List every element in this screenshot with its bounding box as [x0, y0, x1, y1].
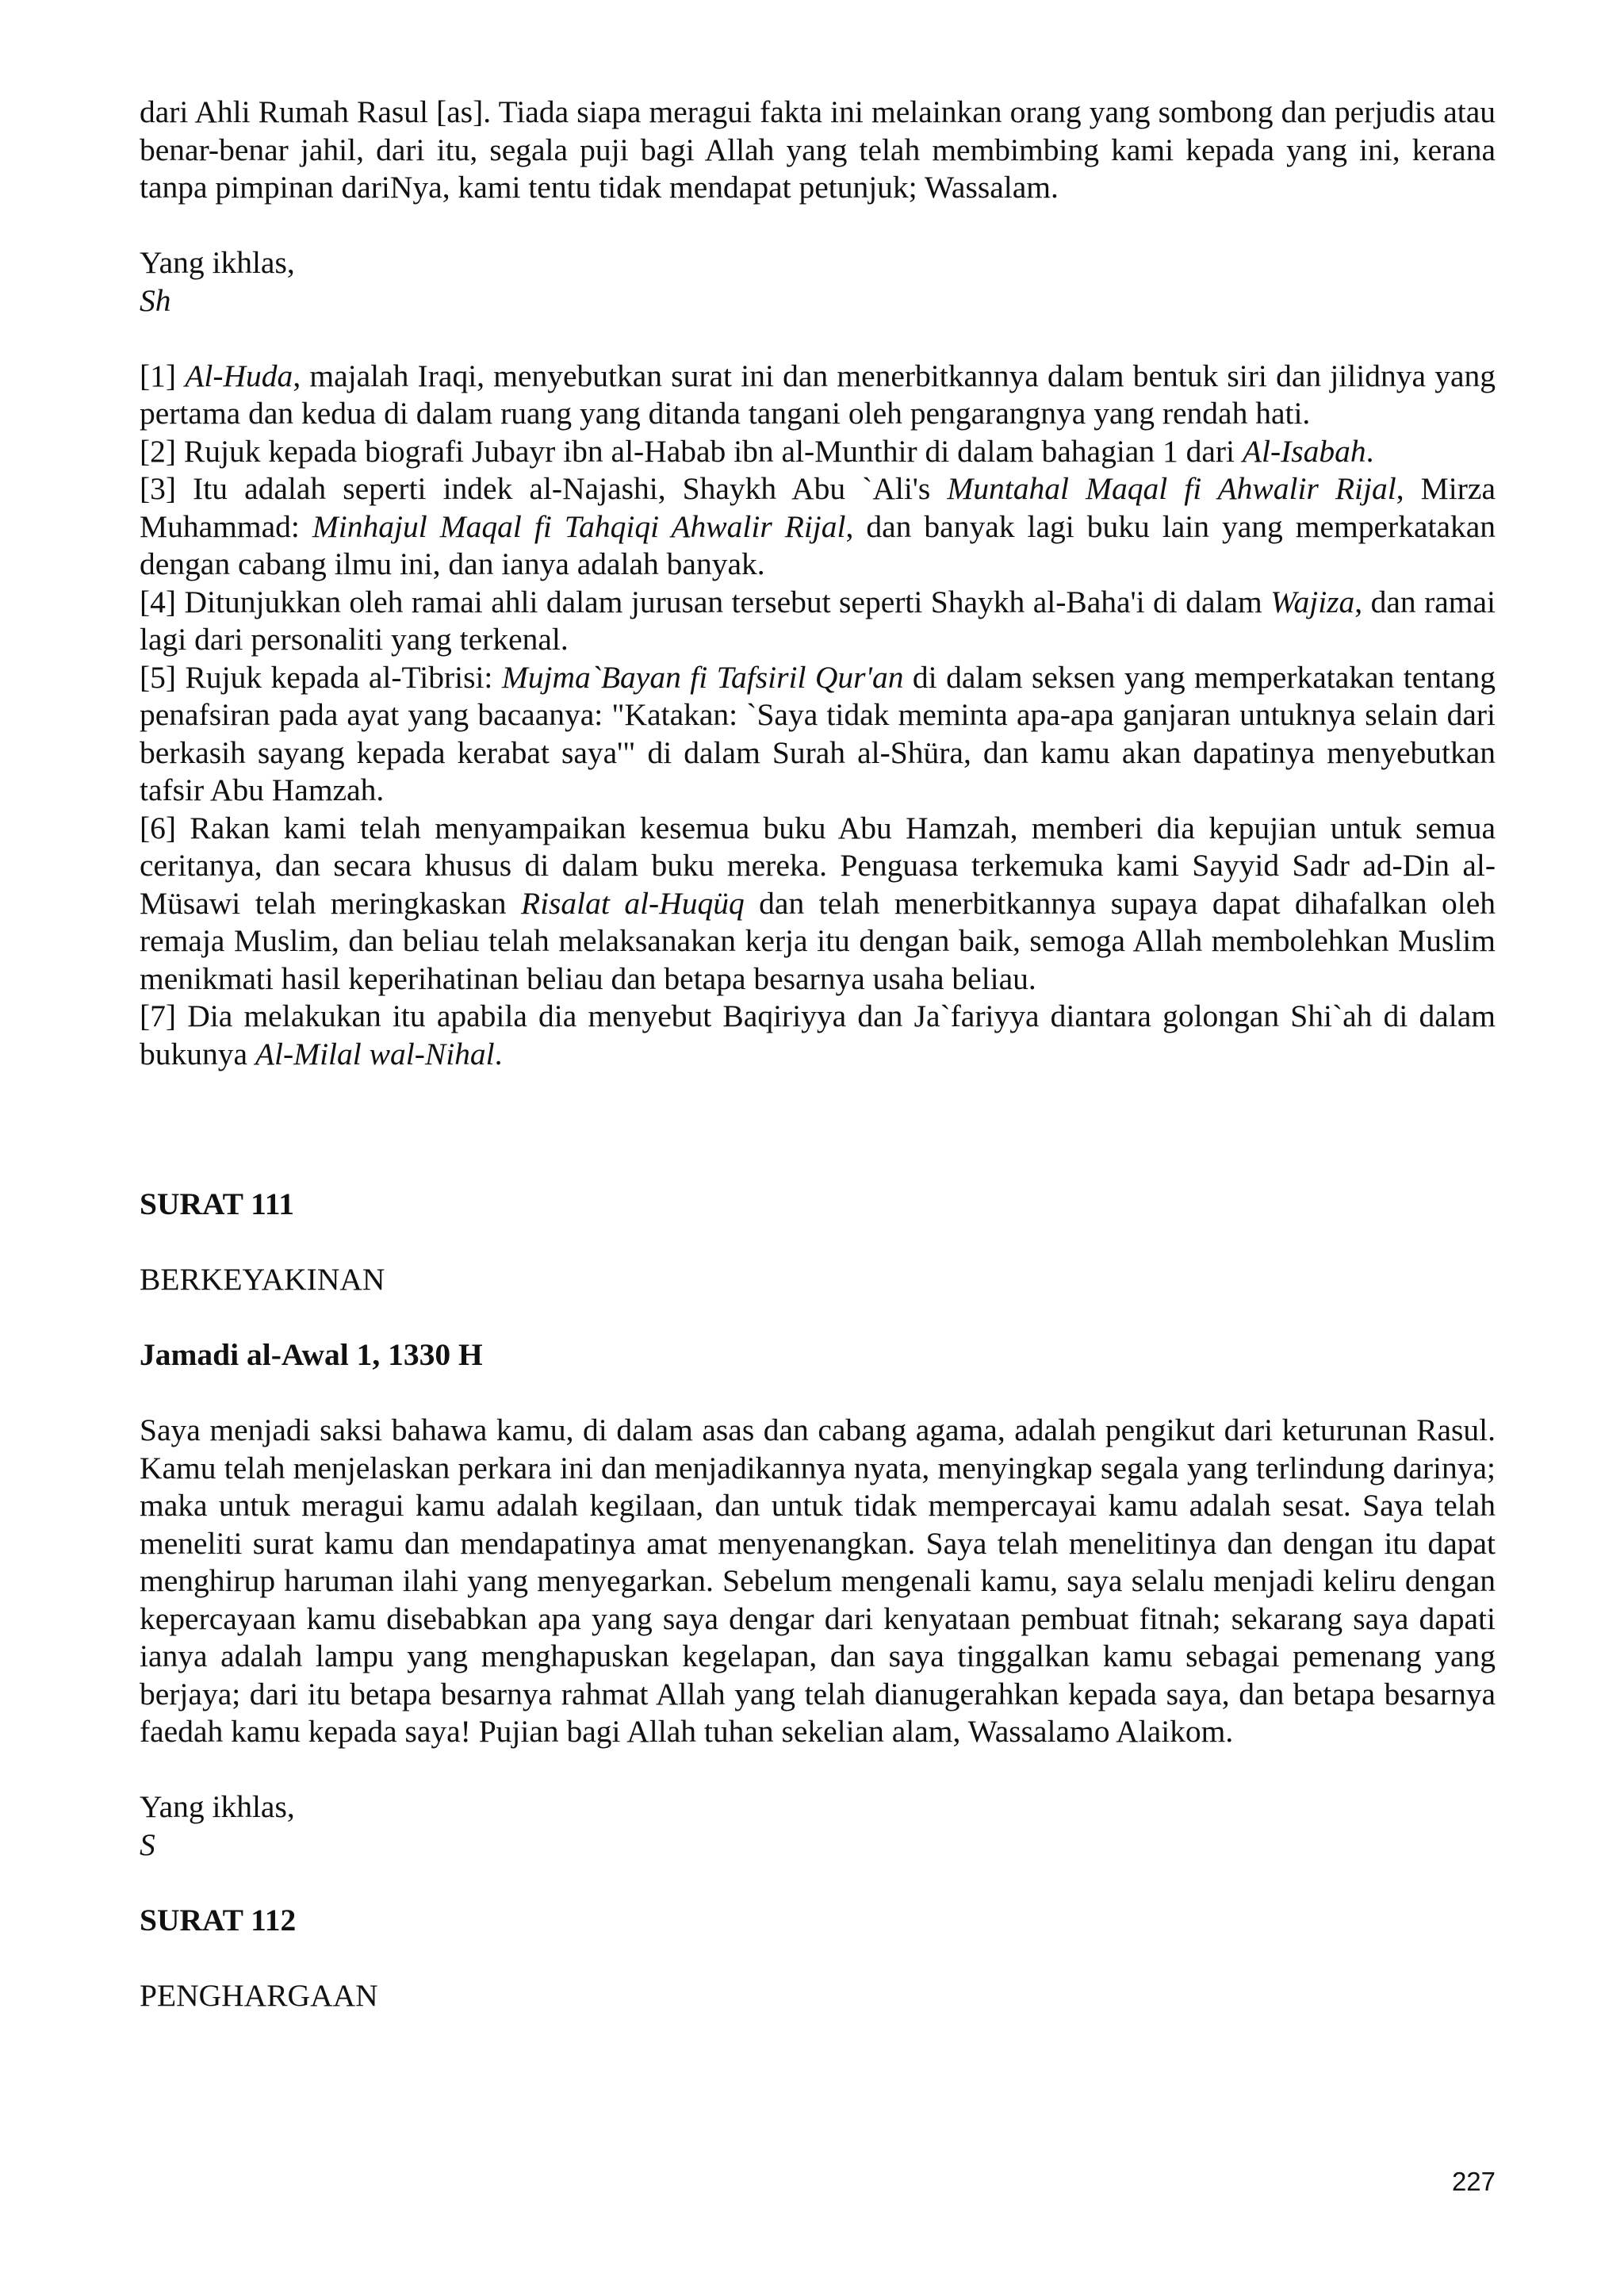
- footnote-text: [5] Rujuk kepada al-Tibrisi:: [140, 659, 502, 695]
- intro-paragraph: dari Ahli Rumah Rasul [as]. Tiada siapa meragui fakta ini melainkan orang yang sombong dan perjudis atau benar-benar jahil, dari itu, segala puji bagi Allah yang telah membimbing kami kepada yang ini, kerana tanpa pimpinan dariNya, kami tentu tidak mendapat petunjuk; Wassalam.: [140, 94, 1496, 205]
- footnote-text: [2] Rujuk kepada biografi Jubayr ibn al-Habab ibn al-Munthir di dalam bahagian 1 dari: [140, 433, 1243, 469]
- footnote-text: , dan ramai lagi dari personaliti yang terkenal.: [140, 584, 1496, 657]
- letter-111-salutation: Yang ikhlas,: [140, 1789, 295, 1824]
- letter-111-signature: [140, 1826, 1496, 1865]
- footnote-text: , Mirza Muhammad:: [140, 471, 1496, 544]
- footnote-end: .: [494, 1036, 503, 1071]
- closing-signature: [140, 282, 1496, 320]
- footnote-3: [140, 470, 1496, 584]
- letter-111-body: Saya menjadi saksi bahawa kamu, di dalam asas dan cabang agama, adalah pengikut dari keturunan Rasul. Kamu telah menjelaskan perkara ini dan menjadikannya nyata, menyingkap segala yang terlindung darinya; maka untuk meragui kamu adalah kegilaan, dan untuk tidak mempercayai kamu adalah sesat. Saya telah meneliti surat kamu dan mendapatinya amat menyenangkan. Saya telah menelitinya dan dengan itu dapat menghirup haruman ilahi yang menyegarkan. Sebelum mengenali kamu, saya selalu menjadi keliru dengan kepercayaan kamu disebabkan apa yang saya dengar dari kenyataan pembuat fitnah; sekarang saya dapati ianya adalah lampu yang menghapuskan kegelapan, dan saya tinggalkan kamu sebagai pemenang yang berjaya; dari itu betapa besarnya rahmat Allah yang telah dianugerahkan kepada saya, dan betapa besarnya faedah kamu kepada saya! Pujian bagi Allah tuhan sekelian alam, Wassalamo Alaikom.: [140, 1412, 1496, 1749]
- footnote-title: Al-Milal wal-Nihal: [255, 1036, 495, 1071]
- footnote-6: [140, 810, 1496, 999]
- footnote-text: [3] Itu adalah seperti indek al-Najashi, Shaykh Abu `Ali's: [140, 471, 948, 506]
- footnote-title: Al-Isabah: [1242, 433, 1366, 469]
- letter-112-subject: PENGHARGAAN: [140, 1977, 378, 2013]
- signature-text: Sh: [140, 282, 171, 318]
- letter-111-date: Jamadi al-Awal 1, 1330 H: [140, 1337, 483, 1372]
- footnote-1: [140, 358, 1496, 433]
- footnote-title: Risalat al-Huqüq: [520, 885, 745, 921]
- letter-111-heading: SURAT 111: [140, 1186, 295, 1221]
- footnote-text: dan telah menerbitkannya supaya dapat dihafalkan oleh remaja Muslim, dan beliau telah melaksanakan kerja itu dengan baik, semoga Allah membolehkan Muslim menikmati hasil keperihatinan beliau dan betapa besarnya usaha beliau.: [140, 885, 1496, 996]
- footnote-4: [140, 584, 1496, 659]
- footnote-2: [140, 433, 1496, 471]
- footnote-text: [6] Rakan kami telah menyampaikan kesemua buku Abu Hamzah, memberi dia kepujian untuk semua ceritanya, dan secara khusus di dalam buku mereka. Penguasa terkemuka kami Sayyid Sadr ad-Din al-Müsawi telah meringkaskan: [140, 810, 1496, 921]
- footnote-text: [7] Dia melakukan itu apabila dia menyebut Baqiriyya dan Ja`fariyya diantara golongan Shi`ah di dalam bukunya: [140, 999, 1496, 1071]
- footnote-text: , dan banyak lagi buku lain yang memperkatakan dengan cabang ilmu ini, dan ianya adalah banyak.: [140, 508, 1496, 581]
- letter-111-subject: BERKEYAKINAN: [140, 1262, 385, 1297]
- signature-text: S: [140, 1826, 155, 1862]
- footnote-number: [1]: [140, 358, 177, 393]
- footnote-title: Mujma`Bayan fi Tafsiril Qur'an: [501, 659, 904, 695]
- footnote-title: Muntahal Maqal fi Ahwalir Rijal: [947, 471, 1396, 506]
- footnote-title: Al-Huda: [185, 358, 293, 393]
- footnote-text: di dalam seksen yang memperkatakan tentang penafsiran pada ayat yang bacaanya: "Katakan: `Saya tidak meminta apa-apa ganjaran untuknya selain dari berkasih sayang kepada kerabat saya'" di dalam Surah al-Shüra, dan kamu akan dapatinya menyebutkan tafsir Abu Hamzah.: [140, 659, 1496, 807]
- document-page: [140, 94, 1496, 2014]
- letter-112-heading: SURAT 112: [140, 1902, 297, 1938]
- footnote-title: Wajiza: [1270, 584, 1355, 619]
- footnote-title: Minhajul Maqal fi Tahqiqi Ahwalir Rijal: [312, 508, 846, 544]
- footnote-5: [140, 659, 1496, 810]
- footnote-text: [4] Ditunjukkan oleh ramai ahli dalam jurusan tersebut seperti Shaykh al-Baha'i di dalam: [140, 584, 1271, 619]
- footnote-text: , majalah Iraqi, menyebutkan surat ini dan menerbitkannya dalam bentuk siri dan jilidnya yang pertama dan kedua di dalam ruang yang ditanda tangani oleh pengarangnya yang rendah hati.: [140, 358, 1496, 431]
- page-number: 227: [1451, 2167, 1496, 2196]
- footnote-7: [140, 998, 1496, 1073]
- footnote-end: .: [1365, 433, 1374, 469]
- closing-salutation: Yang ikhlas,: [140, 245, 295, 280]
